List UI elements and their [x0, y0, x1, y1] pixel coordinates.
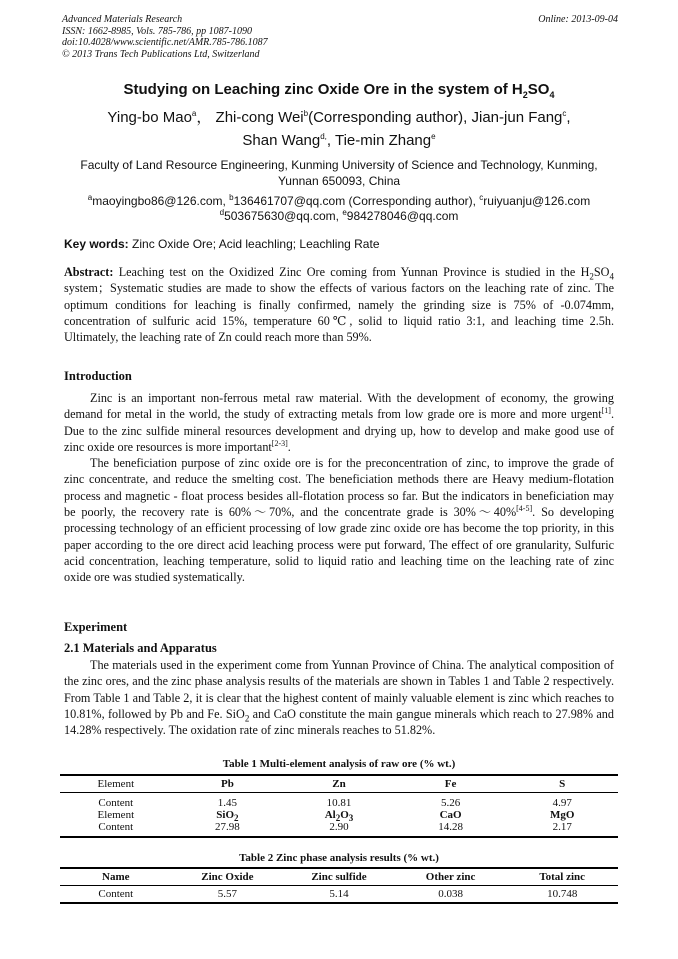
table2-header-zinc-oxide: Zinc Oxide — [172, 868, 284, 886]
author-line-1 — [40, 106, 638, 127]
affiliation-line-2: Yunnan 650093, China — [277, 174, 401, 188]
exp-p1-text-b: and CaO constitute the main gangue minerals which reach to 27.98% and 14.28% respectively. The oxidation rate of zinc minerals reaches to 51.82%. — [64, 706, 614, 738]
cell-sub: 2 — [234, 813, 239, 824]
introduction-paragraph-2 — [64, 455, 614, 585]
email-sup-b: b — [229, 193, 234, 202]
exp-p1-text-a: The materials used in the experiment come from Yunnan Province of China. The analytical composition of the zinc ores, and the zinc phase analysis results of the materials are shown in Tables 1 and Table 2 respectively. From Table 1 and Table 2, it is clear that the highest content of mainly valuable element is zinc which reaches to 10.81%, followed by Pb and Fe. SiO — [64, 658, 614, 721]
running-header — [62, 14, 618, 60]
citation-ref-2-3[interactable]: [2-3] — [271, 438, 288, 448]
table-row — [60, 793, 618, 810]
table-cell: 10.81 — [326, 797, 352, 809]
title-subscript-4: 4 — [549, 90, 555, 100]
table2-header-total-zinc: Total zinc — [506, 868, 618, 886]
email-sup-c: c — [479, 193, 484, 202]
affiliation-line-1: Faculty of Land Resource Engineering, Kunming University of Science and Technology, Kunming, — [80, 158, 598, 172]
table1-header-fe: Fe — [395, 775, 507, 793]
email-fang[interactable]: ruiyuanju@126.com — [483, 194, 591, 208]
cell-sub: 2 — [335, 813, 341, 824]
table-cell: Content — [98, 797, 134, 809]
abstract-sub-4: 4 — [609, 271, 614, 282]
table-cell: 2.90 — [329, 821, 349, 833]
email-sup-a: a — [87, 193, 93, 202]
affiliation — [60, 157, 618, 189]
table-cell: Element — [97, 809, 135, 821]
paper-title — [40, 81, 638, 98]
abstract-sub-2: 2 — [589, 271, 594, 282]
table-row — [60, 868, 618, 886]
table-cell: 0.038 — [438, 888, 463, 900]
author-wang: Shan Wang — [242, 132, 321, 149]
title-text-end: SO — [527, 81, 550, 98]
exp-sub-2: 2 — [244, 713, 250, 724]
doi-line: doi:10.4028/www.scientific.net/AMR.785-786.1087 — [62, 37, 268, 48]
table1-header-pb: Pb — [172, 775, 284, 793]
citation-ref-4-5[interactable]: [4-5] — [516, 504, 533, 514]
author-emails — [60, 194, 618, 224]
email-zhang[interactable]: 984278046@qq.com — [346, 209, 459, 223]
copyright-line: © 2013 Trans Tech Publications Ltd, Switzerland — [62, 48, 260, 60]
cell-text: O — [340, 809, 349, 821]
author-sup-c: c — [562, 109, 567, 118]
table-cell-mgo: MgO — [549, 809, 575, 821]
introduction-paragraph-1 — [64, 390, 614, 455]
table-cell: 14.28 — [438, 821, 463, 833]
email-wang[interactable]: 503675630@qq.com, — [224, 209, 343, 223]
table2-zinc-phase — [60, 867, 618, 904]
email-sup-e: e — [342, 208, 347, 217]
table-cell: 27.98 — [215, 821, 240, 833]
table-cell: 1.45 — [217, 797, 238, 809]
table-cell: 5.57 — [217, 888, 238, 900]
materials-subheading: 2.1 Materials and Apparatus — [64, 641, 217, 655]
online-date: Online: 2013-09-04 — [538, 14, 618, 25]
intro-p1-text-c: . — [287, 439, 291, 454]
abstract-text-1: Leaching test on the Oxidized Zinc Ore coming from Yunnan Province is studied in the H — [113, 265, 590, 279]
citation-ref-1[interactable]: [1] — [601, 406, 611, 416]
table-row — [60, 886, 618, 904]
table-cell: 4.97 — [552, 797, 572, 809]
experiment-body — [64, 657, 614, 738]
abstract — [64, 264, 614, 345]
table-row — [60, 775, 618, 793]
table1-header-s: S — [506, 775, 618, 793]
cell-text: SiO — [216, 809, 234, 821]
table-cell-cao: CaO — [439, 809, 462, 821]
author-sup-e: e — [431, 132, 436, 141]
author-sup-d: d, — [320, 132, 327, 141]
author-fang: (Corresponding author), Jian-jun Fang — [308, 109, 563, 126]
introduction-body — [64, 390, 614, 586]
author-separator-2: , — [566, 109, 571, 126]
author-line-2 — [40, 132, 638, 149]
table2-header-other-zinc: Other zinc — [395, 868, 507, 886]
email-wei[interactable]: 136461707@qq.com (Corresponding author), — [233, 194, 480, 208]
table-cell-al2o3 — [283, 809, 395, 824]
email-mao[interactable]: maoyingbo86@126.com, — [92, 194, 230, 208]
table-cell: Content — [98, 888, 134, 900]
abstract-so: SO — [593, 265, 610, 279]
email-line-2 — [60, 209, 618, 224]
table1-header-element: Element — [60, 775, 172, 793]
table-cell: Content — [98, 821, 134, 833]
table-row — [60, 809, 618, 821]
experiment-paragraph-1 — [64, 657, 614, 738]
table2-header-name: Name — [60, 868, 172, 886]
table-cell-sio2 — [172, 809, 284, 824]
title-text: Studying on Leaching zinc Oxide Ore in the system of H — [123, 81, 523, 98]
issn-line: ISSN: 1662-8985, Vols. 785-786, pp 1087-1090 — [62, 25, 252, 37]
journal-name: Advanced Materials Research — [62, 14, 183, 25]
table2-header-zinc-sulfide: Zinc sulfide — [283, 868, 395, 886]
intro-p1-text-b: . Due to the zinc sulfide mineral resources development and drying up, how to develop and make good use of zinc oxide ore resources is more important — [64, 407, 614, 454]
table2-caption: Table 2 Zinc phase analysis results (% wt.) — [239, 852, 439, 864]
author-zhang: , Tie-min Zhang — [326, 132, 432, 149]
abstract-paragraph — [64, 264, 614, 345]
author-sup-b: b — [303, 109, 309, 118]
experiment-heading: Experiment — [64, 620, 128, 634]
table-cell: 5.14 — [329, 888, 349, 900]
intro-p2-text-a: The beneficiation purpose of zinc oxide ore is for the preconcentration of zinc, to improve the grade of zinc concentrate, and reduce the smelting cost. The beneficiation methods there are Heavy medium-flotation process and magnetic - float process besides all-flotation process so far. But the indicators in beneficiation may be poorly, the recovery rate is 60%～70%, and the concentrate grade is 30%～40% — [64, 456, 614, 520]
table-cell: 10.748 — [547, 888, 578, 900]
author-sup-a: a — [191, 109, 197, 118]
cell-text: Al — [324, 809, 336, 821]
author-mao: Ying-bo Mao — [107, 109, 192, 126]
table-row — [60, 821, 618, 837]
author-wei: Zhi-cong Wei — [215, 109, 304, 126]
title-subscript-2: 2 — [522, 90, 528, 100]
table1-caption: Table 1 Multi-element analysis of raw ore (% wt.) — [222, 758, 456, 770]
table-cell: 2.17 — [552, 821, 572, 833]
email-line-1 — [60, 194, 618, 209]
introduction-heading: Introduction — [64, 369, 132, 383]
author-separator: ， — [196, 109, 216, 126]
cell-sub: 3 — [348, 813, 354, 824]
intro-p1-text-a: Zinc is an important non-ferrous metal raw material. With the development of economy, the growing demand for metal in the world, the study of extracting metals from low grade ore is more and more urgent — [64, 391, 614, 422]
abstract-label: Abstract: — [64, 265, 114, 279]
table1-multi-element — [60, 774, 618, 838]
abstract-text-2: system；Systematic studies are made to show the effects of various factors on the leaching rate of zinc. The optimum conditions for leaching is finally confirmed, namely the grinding size is 75% of -0.074mm, concentration of sulfuric acid 15%, temperature 60℃, solid to liquid ratio 3:1, and leaching time 2.5h. Ultimately, the leaching rate of Zn could reach more than 59%. — [64, 281, 614, 345]
keywords-label: Key words: — [64, 237, 129, 251]
intro-p2-text-b: . So developing processing technology of an efficient processing of low grade zinc oxide ore has become the top priority, in this paper according to the ore direct acid leaching process were put forward, The effect of ore granularity, Sulfuric acid concentration, leaching temperature, solid to liquid ratio and leaching time on the leaching rate of zinc oxide ore was studied systematically. — [64, 505, 614, 585]
keywords-text: Zinc Oxide Ore; Acid leachling; Leachling Rate — [128, 237, 380, 251]
table1-header-zn: Zn — [283, 775, 395, 793]
keywords — [64, 237, 380, 251]
table-cell: 5.26 — [440, 797, 461, 809]
email-sup-d: d — [219, 208, 225, 217]
